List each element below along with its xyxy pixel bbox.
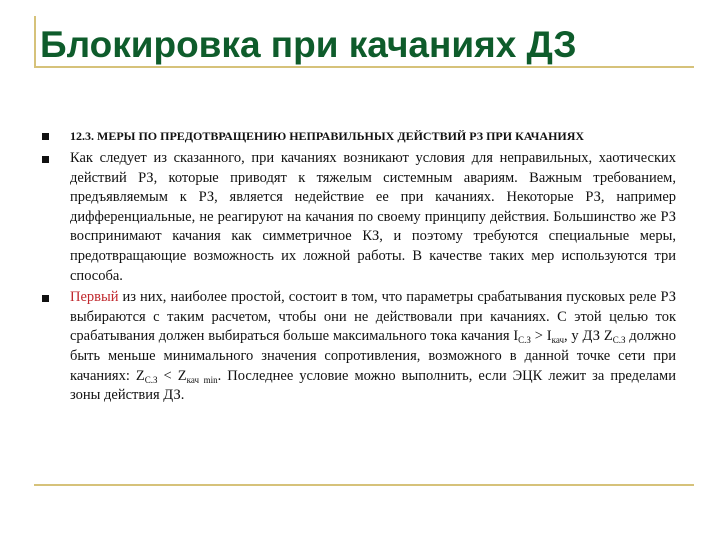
paragraph-fragment: < Z	[157, 367, 187, 384]
section-heading: 12.3. МЕРЫ ПО ПРЕДОТВРАЩЕНИЮ НЕПРАВИЛЬНЫХ ДЕЙСТВИЙ РЗ ПРИ КАЧАНИЯХ	[70, 129, 585, 143]
paragraph-fragment: > I	[530, 328, 552, 345]
subscript: С.З	[144, 374, 158, 385]
subscript: кач	[551, 335, 564, 346]
subscript: кач min	[186, 374, 218, 385]
bullet-item-heading	[42, 128, 676, 144]
paragraph-fragment: должно быть меньше минимального значения сопротивления, возможного в данной точке сети при качаниях: Z	[70, 328, 676, 384]
paragraph-fragment: , у ДЗ Z	[563, 328, 613, 345]
paragraph-fragment: из них, наиболее простой, состоит в том, что параметры срабатывания пусковых реле РЗ выбираются с таким расчетом, чтобы они не действовали при качаниях. С этой целью ток срабатывания должен выбираться больше максимального тока качания I	[70, 289, 676, 345]
highlight-word: Первый	[70, 289, 119, 306]
bullet-item-paragraph-1	[42, 149, 676, 286]
paragraph-text: Как следует из сказанного, при качаниях возникают условия для неправильных, хаотических действий РЗ, которые приводят к тяжелым системным авариям. Важным требованием, предъявляемым к РЗ, является недействие ее при качаниях. Некоторые РЗ, например дифференциальные, не реагируют на качания по своему принципу действия. Большинство же РЗ воспринимают качания как симметричное КЗ, и поэтому требуются специальные меры, предотвращающие возможность их ложной работы. В качестве таких мер используются три способа.	[70, 150, 676, 284]
subscript: С.З	[518, 335, 531, 346]
subscript: С.З	[612, 335, 626, 346]
square-bullet-icon	[42, 295, 49, 302]
footer-rule	[34, 484, 694, 486]
paragraph-fragment: . Последнее условие можно выполнить, если ЭЦК лежит за пределами зоны действия ДЗ.	[70, 367, 676, 404]
title-underline	[34, 66, 694, 68]
paragraph-text	[70, 288, 676, 406]
slide-title: Блокировка при качаниях ДЗ	[40, 24, 577, 65]
square-bullet-icon	[42, 156, 49, 163]
square-bullet-icon	[42, 133, 49, 140]
title-vertical-rule	[34, 16, 36, 68]
slide-body	[42, 128, 676, 408]
bullet-item-paragraph-2	[42, 288, 676, 406]
